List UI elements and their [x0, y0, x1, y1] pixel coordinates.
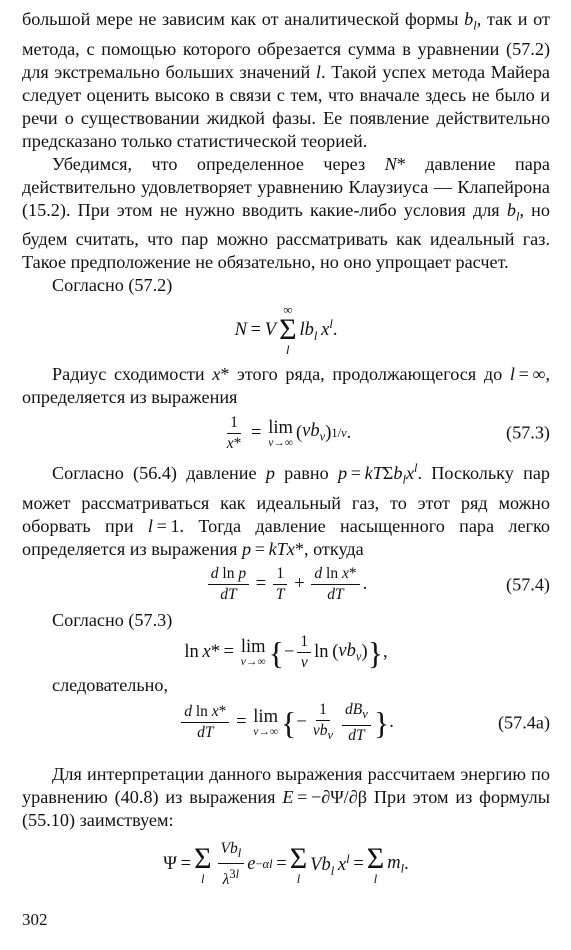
paragraph-7: следовательно,: [52, 674, 169, 695]
page-body: [22, 8, 550, 898]
paragraph-3: Согласно (57.2): [52, 275, 173, 296]
equation-number-57-3: (57.3): [506, 422, 550, 443]
paragraph-2: Убедимся, что определенное через N* давление пара действительно удовлетворяет уравнению Клаузиуса — Клапейрона (15.2). При этом не нужно вводить какие-либо условия для $b_l$, но будем считать, что пар можно рассматривать как идеальный газ. Такое предположение не обязательно, но оно упрощает расчет.: [22, 153, 551, 273]
equation-57-3: $\frac{1}{x*}$ = lim ν→∞ ( $\nu b_\nu$ ) 1/ν . (57.3): [226, 413, 550, 452]
paragraph-6: Согласно (57.3): [52, 609, 173, 630]
paragraph-4: Радиус сходимости x* этого ряда, продолжающегося до l = ∞, определяется из выражения: [22, 364, 550, 408]
equation-57-4a: $\frac{\text{d ln x*}}{dT}$ = lim ν→∞ { − $\frac{1}{\nu b_\nu}$ $\frac{dB_\nu}{dT}$ } . (57.4а): [22, 697, 550, 749]
equation-57-4: $\frac{\text{d ln p}}{dT}$ = $\frac{1}{T}$ + $\frac{\text{d ln x*}}{dT}$ . (57.4): [22, 561, 550, 609]
paragraph-1: большой мере не зависим как от аналитической формы $b_l$, так и от метода, с помощью которого обрезается сумма в уравнении (57.2) для экстремально больших значений l. Такой успех метода Майера следует оценить высоко в связи с тем, что вначале здесь не было и речи о существовании жидкой фазы. Ее появление действительно предсказано только статистической теорией.: [22, 9, 550, 151]
page-number: 302: [22, 910, 48, 929]
equation-number-57-4: (57.4): [506, 574, 550, 595]
equation-number-57-4a: (57.4а): [497, 712, 550, 733]
equation-psi: Ψ = Σ l $\frac{Vb_l}{\lambda^{3l}}$ e −αl = Σ l $Vb_l$ $x^l$ = Σ l $m_l$ .: [163, 840, 409, 889]
paragraph-5: Согласно (56.4) давление p равно $p = kT\Sigma b_lx^l$. Поскольку пар может рассматриваться как идеальный газ, то этот ряд можно оборвать при l = 1. Тогда давление насыщенного пара легко определяется из выражения p = kTx*, откуда: [22, 461, 550, 559]
paragraph-8: Для интерпретации данного выражения рассчитаем энергию по уравнению (40.8) из выражения E = −∂Ψ/∂β При этом из формулы (55.10) заимствуем:: [22, 763, 550, 830]
equation-57-2: N = V ∞ Σ l $lb_l$ $x^l$ .: [234, 303, 338, 358]
equation-ln-x: ln x * = lim ν→∞ { − $\frac{1}{\nu}$ ln ( $\nu b_\nu$ ) } ,: [184, 633, 388, 672]
